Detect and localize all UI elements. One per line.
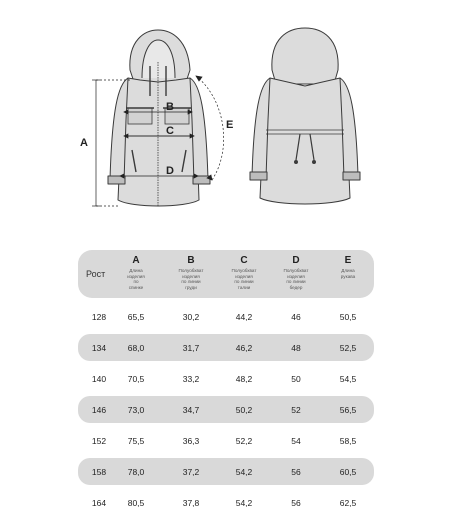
cell-rost: 140	[91, 373, 107, 384]
table-row	[78, 365, 374, 392]
dim-label-e: E	[226, 119, 234, 131]
table-header	[78, 250, 374, 298]
cell-c: 46,2	[235, 342, 253, 353]
cell-d: 50	[291, 373, 301, 384]
cell-d: 52	[291, 404, 301, 415]
cell-b: 37,2	[182, 466, 200, 477]
cell-rost: 134	[91, 342, 107, 353]
cell-a: 70,5	[127, 373, 145, 384]
dim-label-a: A	[80, 137, 88, 149]
rost-header: Рост	[86, 269, 106, 279]
cell-e: 52,5	[339, 342, 357, 353]
cell-b: 37,8	[182, 497, 200, 508]
cell-e: 60,5	[339, 466, 357, 477]
cell-c: 54,2	[235, 466, 253, 477]
cell-e: 62,5	[339, 497, 357, 508]
cell-a: 75,5	[127, 435, 145, 446]
header-letter-c: C	[240, 255, 248, 266]
dim-label-c: C	[166, 125, 174, 137]
cell-b: 34,7	[182, 404, 200, 415]
cell-rost: 146	[91, 404, 107, 415]
header-letter-a: A	[132, 255, 140, 266]
cell-a: 65,5	[127, 311, 145, 322]
cell-e: 58,5	[339, 435, 357, 446]
header-letter-d: D	[292, 255, 300, 266]
cell-e: 50,5	[339, 311, 357, 322]
cell-d: 56	[291, 466, 301, 477]
header-letter-b: B	[187, 255, 195, 266]
header-desc-d: Полуобхват изделия по линии бедер	[283, 268, 309, 290]
cell-rost: 158	[91, 466, 107, 477]
cell-d: 46	[291, 311, 301, 322]
cell-a: 78,0	[127, 466, 145, 477]
cell-rost: 164	[91, 497, 107, 508]
cell-c: 50,2	[235, 404, 253, 415]
dim-label-b: B	[166, 101, 174, 113]
cell-rost: 128	[91, 311, 107, 322]
cell-b: 33,2	[182, 373, 200, 384]
header-desc-a: Длина изделия по спинке	[127, 268, 145, 290]
table-row	[78, 489, 374, 516]
cell-e: 56,5	[339, 404, 357, 415]
cell-c: 54,2	[235, 497, 253, 508]
cell-a: 80,5	[127, 497, 145, 508]
cell-e: 54,5	[339, 373, 357, 384]
table-row	[78, 334, 374, 361]
size-table	[78, 250, 374, 520]
cell-c: 52,2	[235, 435, 253, 446]
cell-d: 54	[291, 435, 301, 446]
jacket-illustration	[0, 0, 450, 230]
dim-label-d: D	[166, 165, 174, 177]
header-col-a	[110, 255, 162, 295]
cell-rost: 152	[91, 435, 107, 446]
header-col-e	[322, 255, 374, 295]
table-row	[78, 458, 374, 485]
cell-d: 48	[291, 342, 301, 353]
table-row	[78, 396, 374, 423]
cell-b: 31,7	[182, 342, 200, 353]
header-letter-e: E	[344, 255, 352, 266]
header-col-c	[218, 255, 270, 295]
header-col-d	[270, 255, 322, 295]
header-desc-b: Полуобхват изделия по линии груди	[178, 268, 204, 290]
header-desc-c: Полуобхват изделия по линии талии	[231, 268, 257, 290]
cell-a: 68,0	[127, 342, 145, 353]
header-desc-e: Длина рукава	[340, 268, 356, 279]
table-row	[78, 303, 374, 330]
cell-c: 48,2	[235, 373, 253, 384]
cell-a: 73,0	[127, 404, 145, 415]
cell-b: 36,3	[182, 435, 200, 446]
jacket-back	[250, 28, 360, 204]
cell-d: 56	[291, 497, 301, 508]
cell-b: 30,2	[182, 311, 200, 322]
cell-c: 44,2	[235, 311, 253, 322]
jacket-front	[108, 30, 210, 206]
header-col-b	[164, 255, 218, 295]
